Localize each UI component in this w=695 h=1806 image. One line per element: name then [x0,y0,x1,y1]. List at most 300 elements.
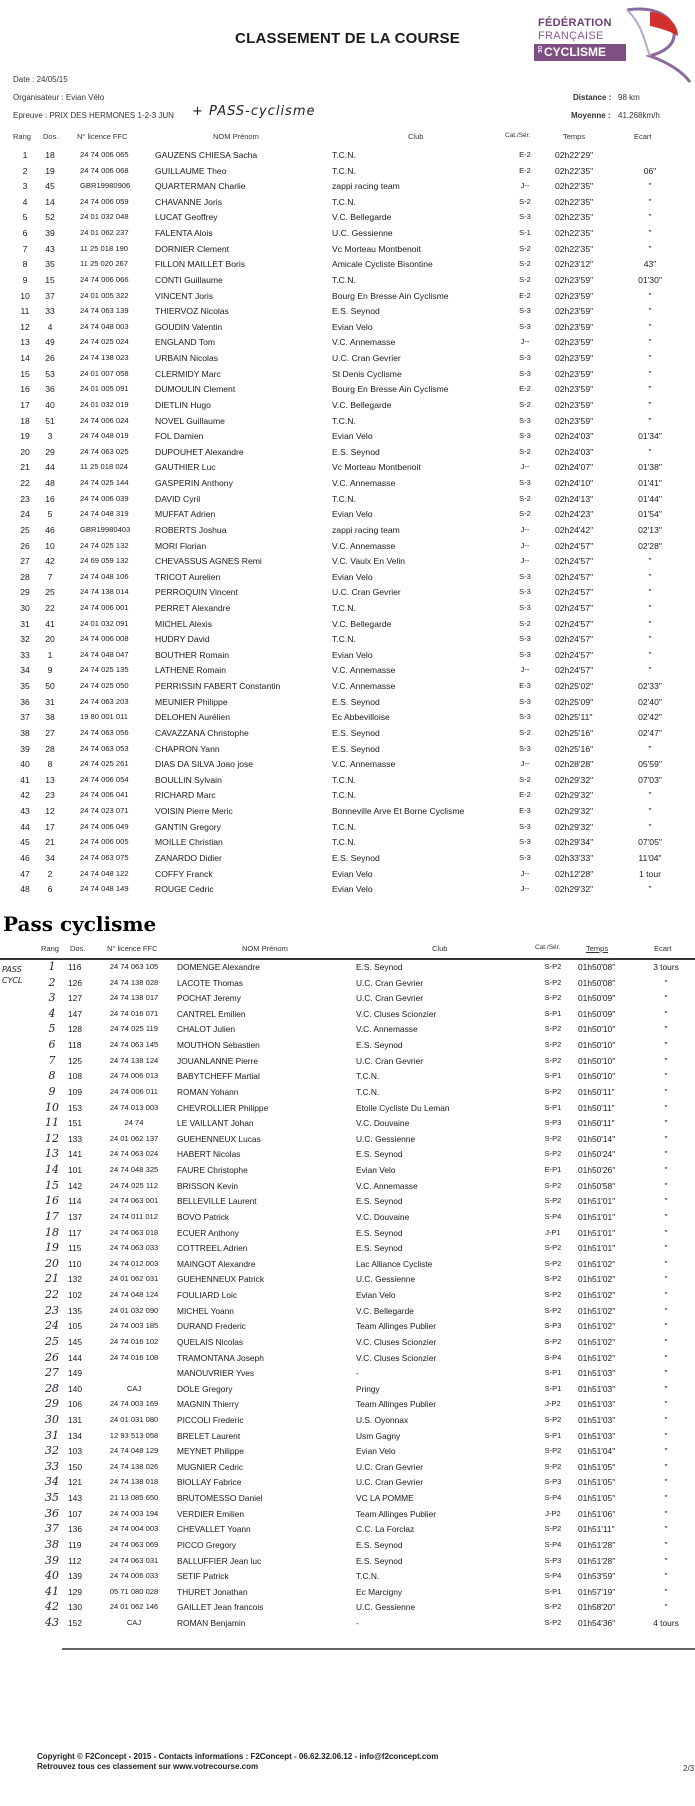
cell-nom: QUARTERMAN Charlie [155,181,246,192]
pass-cell-nom: MAINGOT Alexandre [177,1258,256,1269]
cell-licence: 24 74 023 071 [80,806,129,816]
cell-dos: 22 [45,602,55,613]
cell-cat: S-3 [519,649,531,659]
cell-rang: 13 [20,337,30,348]
pass-cell-rang: 3 [48,991,56,1005]
cell-temps: 02h23'12" [555,259,594,270]
table-row [0,197,695,213]
cell-licence: 24 74 006 041 [80,790,129,800]
pass-cell-rang: 32 [45,1444,59,1458]
pass-cell-dos: 108 [68,1071,82,1082]
cell-dos: 12 [45,806,55,817]
pass-cell-cat: S-P1 [544,1586,562,1596]
pass-cell-club: Pringy [356,1383,380,1394]
cell-club: T.C.N. [332,774,356,785]
cell-club: U.C. Gessienne [332,228,393,239]
logo-line3: CYCLISME [544,45,607,59]
cell-temps: 02h24'57" [555,618,594,629]
pass-cell-licence: 24 74 003 194 [109,1508,159,1518]
cell-ecart: " [648,290,652,301]
cell-cat: S-2 [519,243,531,253]
cell-licence: 24 01 007 058 [80,368,129,378]
pass-cell-dos: 143 [68,1493,82,1504]
pass-cell-ecart: " [664,1071,668,1082]
pass-cell-licence: 24 01 062 031 [109,1274,159,1284]
cell-dos: 1 [47,649,53,660]
pass-cell-club: E.S. Seynod [356,1149,403,1160]
cell-temps: 02h28'28" [555,759,594,770]
pass-cell-dos: 128 [68,1024,82,1035]
date-text: Date : 24/05/15 [13,75,68,84]
pass-cell-nom: MOUTHON Sebastien [177,1040,260,1051]
pass-cell-nom: MEYNET Philippe [177,1446,244,1457]
cell-nom: PERRET Alexandre [155,602,231,613]
cell-dos: 43 [45,243,55,254]
pass-cell-dos: 144 [68,1352,82,1363]
pass-cell-club: U.C. Gessienne [356,1133,416,1144]
pass-cell-dos: 126 [68,977,82,988]
cell-nom: FILLON MAILLET Boris [155,259,246,270]
pass-cell-club: U.C. Gessienne [356,1274,416,1285]
pass-cell-nom: BELLEVILLE Laurent [177,1196,257,1207]
pass-cell-temps: 01h50'09" [578,993,616,1004]
cell-temps: 02h23'59" [555,274,594,285]
cell-dos: 52 [45,212,55,223]
pass-cell-licence: 24 74 025 119 [110,1024,158,1034]
table-row [0,822,695,838]
cell-dos: 49 [45,337,55,348]
cell-rang: 2 [22,165,28,176]
cell-nom: THIERVOZ Nicolas [155,306,229,317]
cell-licence: 24 74 006 059 [80,196,129,206]
logo-line2: FRANÇAISE [538,30,604,42]
pass-cell-cat: S-P4 [544,1539,562,1549]
cell-temps: 02h22'35" [555,243,594,254]
pass-cell-licence: 24 74 025 112 [110,1180,158,1190]
pass-cell-ecart: " [664,1196,668,1207]
cell-dos: 37 [45,290,55,301]
pass-cell-club: E.S. Seynod [356,962,403,972]
pass-cell-licence: 24 74 063 105 [109,962,159,971]
cell-cat: S-3 [519,212,531,222]
pass-table-row [0,993,695,1009]
table-row [0,556,695,572]
pass-cell-rang: 24 [45,1319,59,1333]
table-row [0,244,695,260]
pass-cell-licence: 24 74 013 003 [109,1102,159,1112]
pass-cell-dos: 153 [68,1102,82,1113]
cell-ecart: " [648,821,652,832]
cell-licence: 24 74 138 023 [80,353,129,363]
cell-nom: ROBERTS Joshua [155,524,227,535]
cell-ecart: " [648,556,652,567]
pass-cell-rang: 2 [48,975,56,989]
cell-cat: S-3 [519,602,531,612]
pass-cell-nom: BRISSON Kevin [177,1180,238,1191]
pass-cell-club: Evian Velo [356,1290,396,1301]
pass-cell-cat: S-P3 [544,1118,562,1128]
cell-ecart: " [648,306,652,317]
table-row [0,697,695,713]
pass-cell-rang: 19 [45,1241,59,1255]
cell-club: E.S. Seynod [332,696,380,707]
cell-nom: MORI Florian [155,540,207,551]
pass-cell-temps: 01h50'58" [578,1180,616,1191]
pass-table-row [0,1149,695,1165]
table-row [0,853,695,869]
cell-cat: E-3 [519,681,531,691]
cell-rang: 19 [20,431,30,442]
cell-rang: 24 [20,509,30,520]
footer-website: Retrouvez tous ces classement sur www.votrecourse.com [37,1762,259,1771]
pass-cell-ecart: " [664,1024,668,1035]
pass-cell-licence: 21 13 085 650 [109,1493,159,1503]
cell-dos: 6 [47,884,53,895]
cell-temps: 02h25'11" [555,712,593,723]
cell-licence: 24 74 006 039 [80,493,129,503]
pass-cell-licence: 24 74 016 108 [109,1352,159,1362]
cell-licence: 24 74 048 319 [80,509,129,519]
cell-temps: 02h29'32" [555,774,594,785]
side-note-line2: CYCL [2,976,23,985]
cell-rang: 38 [20,727,30,738]
cell-dos: 38 [45,712,55,723]
cell-club: zappi racing team [332,524,400,535]
pass-cell-nom: MAGNIN Thierry [177,1399,239,1410]
pass-cell-rang: 37 [45,1522,59,1536]
cell-nom: TRICOT Aurelien [155,571,221,582]
pass-cell-ecart: " [664,1258,668,1269]
pass-cell-cat: S-P2 [544,1258,562,1268]
pass-cell-club: E.S. Seynod [356,1040,403,1051]
pass-cell-ecart: " [664,1586,668,1597]
pass-cell-temps: 01h51'02" [578,1290,616,1301]
pass-cell-club: V.C. Bellegarde [356,1305,414,1316]
cell-temps: 02h23'59" [555,353,594,364]
cell-ecart: 01'34" [638,431,662,442]
pass-cell-ecart: " [664,1539,668,1550]
cell-club: Evian Velo [332,868,373,879]
pass-cell-licence: 24 74 012 003 [109,1258,159,1268]
pass-cell-cat: S-P2 [544,1602,562,1612]
cell-licence: 24 74 006 066 [80,274,129,284]
pass-table-row [0,1024,695,1040]
cell-nom: GASPERIN Anthony [155,478,233,489]
pass-cell-ecart: " [664,1274,668,1285]
pass-cell-temps: 01h50'09" [578,1008,616,1019]
cell-club: V.C. Annemasse [332,759,396,770]
cell-rang: 3 [22,181,28,192]
cell-licence: 24 74 025 024 [80,337,129,347]
cell-cat: S-3 [519,431,531,441]
cell-licence: 24 74 006 008 [80,634,129,644]
pass-header-temps: Temps [586,944,609,953]
table-row [0,369,695,385]
cell-club: Vc Morteau Montbenoit [332,243,421,254]
cell-dos: 44 [45,462,55,473]
pass-cell-rang: 43 [45,1616,59,1630]
pass-cell-rang: 20 [45,1256,59,1270]
pass-header-club: Club [432,944,448,953]
cell-nom: CHAPRON Yann [155,743,220,754]
cell-club: E.S. Seynod [332,306,380,317]
cell-club: V.C. Annemasse [332,540,396,551]
pass-cell-cat: S-P4 [544,1352,562,1362]
pass-cell-club: U.S. Oyonnax [356,1414,409,1425]
pass-cell-temps: 01h51'02" [578,1305,616,1316]
cell-cat: J-- [520,665,530,675]
pass-cell-cat: S-P2 [544,1196,562,1206]
cell-cat: S-2 [519,259,531,269]
cell-cat: S-3 [519,852,531,862]
cell-dos: 36 [45,384,55,395]
table-row [0,228,695,244]
pass-cell-licence: 24 74 048 129 [109,1446,159,1456]
cell-nom: URBAIN Nicolas [155,353,219,364]
pass-cell-club: V.C. Douvaine [356,1211,410,1222]
cell-temps: 02h24'57" [555,649,594,660]
cell-licence: 11 25 018 190 [80,243,128,253]
cell-club: St Denis Cyclisme [332,368,402,379]
pass-cell-ecart: 4 tours [653,1618,679,1629]
pass-cell-licence: 24 74 063 024 [109,1149,159,1159]
pass-cell-club: U.C. Cran Gevrier [356,1055,424,1066]
cell-nom: DUMOULIN Clement [155,384,236,395]
cell-ecart: 02'47" [638,727,662,738]
cut-off-row-line [62,1648,695,1650]
pass-cell-nom: QUELAIS Nicolas [177,1336,244,1347]
cell-ecart: 1 tour [639,868,661,879]
pass-cell-club: Usm Gagny [356,1430,401,1441]
cell-club: U.C. Cran Gevrier [332,587,401,598]
cell-licence: 24 74 025 132 [80,540,129,550]
pass-cell-ecart: " [664,1571,668,1582]
pass-cell-temps: 01h57'19" [578,1586,616,1597]
pass-table-row [0,1334,695,1353]
pass-cell-dos: 151 [68,1118,82,1129]
pass-cell-club: U.C. Cran Gevrier [356,993,424,1004]
pass-cell-ecart: " [664,1383,668,1394]
cell-club: T.C.N. [332,634,356,645]
cell-ecart: " [648,743,652,754]
pass-cell-ecart: " [664,1414,668,1425]
cell-club: T.C.N. [332,150,356,160]
pass-cell-temps: 01h50'10" [578,1040,616,1051]
cell-club: T.C.N. [332,415,356,426]
cell-ecart: " [648,399,652,410]
cell-ecart: " [648,321,652,332]
cell-licence: 24 74 048 149 [80,884,129,894]
pass-table-row [0,1618,695,1634]
cell-licence: 24 01 032 048 [80,212,129,222]
pass-cell-temps: 01h51'28" [578,1555,616,1566]
pass-cell-temps: 01h50'26" [578,1165,616,1176]
page-number: 2/3 [683,1764,695,1773]
cell-cat: J-- [520,868,530,878]
cell-rang: 35 [20,681,30,692]
cell-nom: CAVAZZANA Christophe [155,727,249,738]
cell-rang: 17 [20,399,30,410]
cell-cat: E-2 [519,165,531,175]
pass-cell-licence: 24 74 048 325 [109,1165,159,1175]
cell-rang: 7 [22,243,28,254]
cell-club: Ec Abbevilloise [332,712,390,723]
pass-cell-temps: 01h50'11" [578,1118,615,1129]
cell-ecart: " [648,368,652,379]
cell-licence: 24 74 063 075 [80,852,129,862]
cell-ecart: " [648,790,652,801]
cell-dos: 23 [45,790,55,801]
cell-temps: 02h24'57" [555,665,594,676]
cell-temps: 02h23'59" [555,321,594,332]
pass-cell-cat: S-P4 [544,1571,562,1581]
pass-cell-ecart: " [664,1461,668,1472]
pass-cell-nom: GAILLET Jean francois [177,1602,264,1613]
cell-cat: S-3 [519,712,531,722]
cell-temps: 02h24'57" [555,587,594,598]
pass-cell-rang: 8 [48,1069,56,1083]
cell-dos: 26 [45,353,55,364]
cell-club: V.C. Annemasse [332,478,396,489]
cell-nom: RICHARD Marc [155,790,216,801]
cell-licence: 19 80 001 011 [80,712,128,722]
footer-copyright: Copyright © F2Concept - 2015 - Contacts informations : F2Concept - 06.62.32.06.12 - info@f2concept.com [37,1752,439,1761]
cell-dos: 51 [45,415,55,426]
table-row [0,212,695,228]
pass-table-row [0,1412,695,1431]
pass-cell-club: Evian Velo [356,1165,396,1176]
moyenne-label: Moyenne : [571,111,611,120]
cell-rang: 41 [20,774,30,785]
cell-temps: 02h29'32" [555,884,594,895]
pass-cell-licence: CAJ [126,1618,142,1628]
pass-cell-rang: 26 [45,1350,59,1364]
pass-table-row [0,1053,695,1072]
cell-ecart: 07'05" [638,837,662,848]
cell-dos: 16 [45,493,55,504]
pass-cell-rang: 40 [45,1569,59,1583]
cell-licence: 24 74 006 065 [80,150,129,159]
cell-club: T.C.N. [332,274,356,285]
cell-temps: 02h23'59" [555,368,594,379]
cell-rang: 33 [20,649,30,660]
pass-cell-temps: 01h50'10" [578,1055,616,1066]
pass-cell-rang: 31 [45,1428,59,1442]
pass-cell-dos: 116 [68,962,82,972]
table-row [0,166,695,182]
pass-table-row [0,1459,695,1478]
pass-cell-nom: JOUANLANNE Pierre [177,1055,258,1066]
cell-nom: MEUNIER Philippe [155,696,228,707]
pass-cell-licence: 24 74 138 018 [109,1477,159,1487]
ffc-logo [532,4,692,84]
pass-table-row [0,1071,695,1087]
cell-cat: J-- [520,524,530,534]
pass-cell-dos: 121 [68,1477,82,1488]
cell-licence: 11 25 020 267 [80,259,128,269]
pass-cell-nom: DOMENGE Alexandre [177,962,260,972]
cell-dos: 10 [45,540,55,551]
cell-rang: 18 [20,415,30,426]
cell-cat: S-3 [519,571,531,581]
cell-ecart: 01'30" [638,274,662,285]
pass-cell-nom: BABYTCHEFF Martial [177,1071,260,1082]
table-row [0,869,695,885]
cell-ecart: 43" [643,259,657,270]
cell-dos: 45 [45,181,55,192]
pass-cell-temps: 01h50'24" [578,1149,616,1160]
pass-cell-dos: 105 [68,1321,82,1332]
pass-cell-licence: 24 74 063 145 [109,1040,159,1050]
table-row [0,509,695,525]
cell-temps: 02h25'16" [555,727,594,738]
pass-cell-cat: S-P1 [544,1008,562,1018]
table-row [0,681,695,697]
cell-club: Bourg En Bresse Ain Cyclisme [332,384,449,395]
pass-cell-dos: 119 [68,1539,82,1550]
pass-cell-licence: 24 74 003 185 [109,1321,159,1331]
cell-cat: S-3 [519,743,531,753]
cell-ecart: " [648,228,652,239]
pass-cell-rang: 30 [45,1412,59,1426]
pass-cell-temps: 01h51'01" [578,1196,616,1207]
pass-cell-club: V.C. Douvaine [356,1118,410,1129]
cell-cat: J-- [520,462,530,472]
table-row [0,665,695,681]
cell-cat: S-2 [519,446,531,456]
cell-temps: 02h29'34" [555,837,594,848]
header-club: Club [408,132,424,141]
cell-nom: BOUTHER Romain [155,649,230,660]
cell-licence: 24 69 059 132 [80,556,129,566]
cell-club: Evian Velo [332,649,373,660]
pass-cell-licence: 24 74 006 011 [110,1086,158,1096]
pass-cell-dos: 127 [68,993,82,1004]
cell-ecart: 05'59" [638,759,662,770]
cell-licence: 24 01 062 237 [80,228,129,238]
cell-rang: 23 [20,493,30,504]
cell-club: Bourg En Bresse Ain Cyclisme [332,290,449,301]
table-row [0,790,695,806]
pass-table-row [0,1165,695,1181]
cell-ecart: " [648,446,652,457]
pass-cell-cat: S-P2 [544,1024,562,1034]
pass-cell-rang: 13 [45,1147,59,1161]
pass-section-title: Pass cyclisme [3,912,157,936]
table-row [0,400,695,416]
pass-cell-ecart: " [664,1149,668,1160]
cell-dos: 29 [45,446,55,457]
table-row [0,619,695,635]
cell-club: V.C. Annemasse [332,337,396,348]
pass-cell-cat: S-P2 [544,1618,562,1628]
pass-table-row [0,1256,695,1275]
cell-dos: 5 [47,509,53,520]
table-row [0,337,695,353]
cell-rang: 37 [20,712,30,723]
pass-cell-dos: 140 [68,1383,82,1394]
pass-cell-licence: 24 74 138 124 [109,1055,159,1065]
pass-cell-cat: S-P2 [544,1133,562,1143]
cell-ecart: 02'33" [638,681,662,692]
cell-cat: E-2 [519,290,531,300]
cell-rang: 8 [22,259,28,270]
pass-cell-rang: 28 [45,1381,59,1395]
pass-cell-club: U.C. Cran Gevrier [356,977,424,988]
pass-cell-cat: S-P4 [544,1493,562,1503]
distance-label: Distance : [573,93,612,102]
pass-cell-dos: 131 [68,1414,82,1425]
